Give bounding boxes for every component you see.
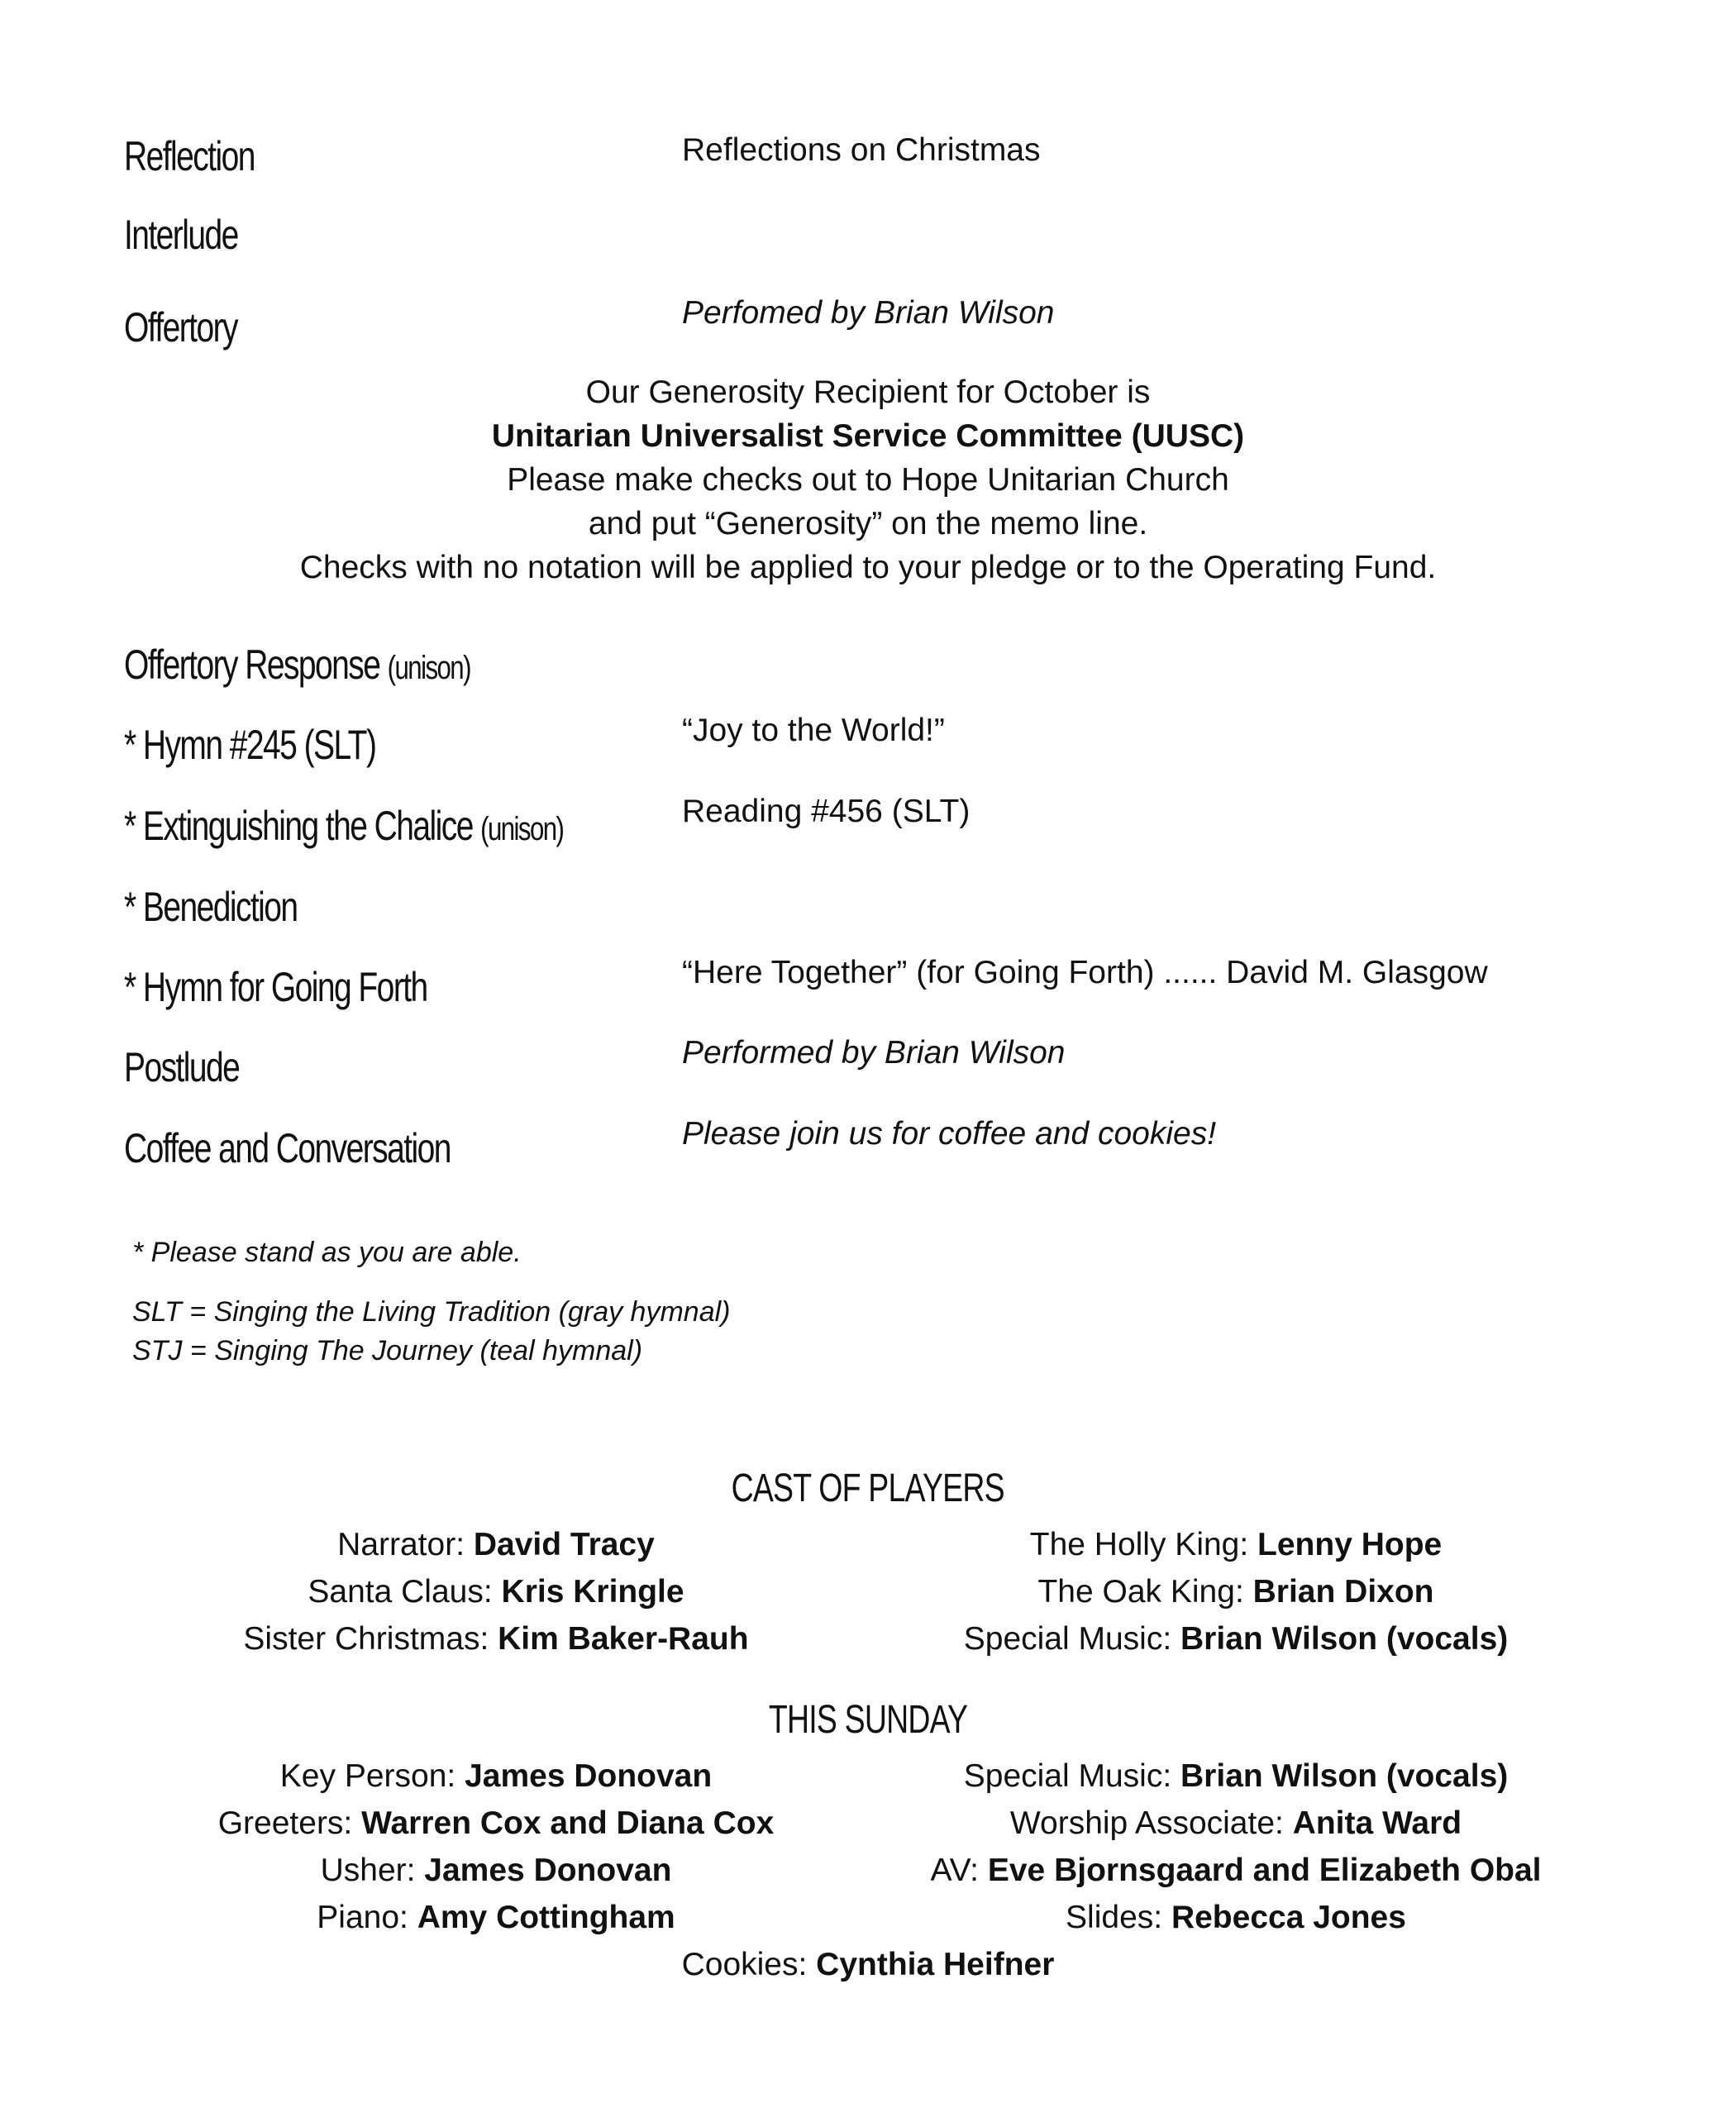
order-item-detail: “Joy to the World!” (682, 713, 945, 748)
order-item-title-text: Interlude (124, 212, 238, 258)
credit-name: Anita Ward (1292, 1805, 1462, 1841)
credit-line (124, 1521, 868, 1568)
order-item-title-text: Postlude (124, 1044, 240, 1090)
order-item-title (124, 211, 238, 259)
generosity-recipient: Unitarian Universalist Service Committee (UUSC) (491, 418, 1245, 454)
footnotes (132, 1233, 730, 1371)
credit-name: Cynthia Heifner (816, 1947, 1055, 1982)
credit-line (864, 1847, 1608, 1894)
credit-name: Brian Dixon (1252, 1574, 1434, 1610)
credit-name: Rebecca Jones (1171, 1900, 1406, 1935)
credit-name: Kris Kringle (501, 1574, 684, 1610)
credit-role: Narrator: (337, 1527, 474, 1562)
credit-name: Amy Cottingham (417, 1900, 675, 1935)
order-item (124, 883, 1612, 957)
order-item-title (124, 802, 563, 850)
order-item-title (124, 883, 298, 931)
cookies-credit (496, 1941, 1240, 1988)
credit-line (864, 1753, 1608, 1800)
credit-line (124, 1568, 868, 1615)
credit-line (124, 1800, 868, 1847)
credit-role: The Oak King: (1037, 1574, 1253, 1610)
credit-role: The Holly King: (1029, 1527, 1258, 1562)
order-item-title-text: * Benediction (124, 884, 298, 930)
order-item-title-text: * Hymn #245 (SLT) (124, 722, 376, 768)
order-item-title-text: Offertory Response (124, 641, 380, 688)
generosity-intro: Our Generosity Recipient for October is (585, 374, 1151, 410)
credit-name: David Tracy (473, 1527, 655, 1562)
order-item-detail: Please join us for coffee and cookies! (682, 1116, 1217, 1152)
generosity-memo: and put “Generosity” on the memo line. (588, 506, 1148, 541)
order-item-title-text: Offertory (124, 304, 237, 351)
order-item (124, 713, 1612, 795)
credit-role: Slides: (1066, 1900, 1171, 1935)
stand-note: * Please stand as you are able. (132, 1237, 522, 1268)
order-item-title (124, 1043, 239, 1091)
credit-line (124, 1847, 868, 1894)
order-item (124, 1035, 1612, 1118)
sunday-title-text: THIS SUNDAY (768, 1698, 968, 1742)
order-item (124, 641, 1612, 715)
credit-role: Cookies: (681, 1947, 817, 1982)
credit-role: Worship Associate: (1009, 1805, 1293, 1841)
credit-role: Santa Claus: (308, 1574, 502, 1610)
credit-name: Warren Cox and Diana Cox (361, 1805, 775, 1841)
credit-line (864, 1568, 1608, 1615)
order-item-title-note: (unison) (387, 650, 470, 686)
credit-name: James Donovan (465, 1758, 713, 1794)
order-item-title-note: (unison) (480, 811, 564, 847)
credit-line (864, 1894, 1608, 1941)
stj-note: STJ = Singing The Journey (teal hymnal) (132, 1335, 643, 1366)
order-item-title-text: * Extinguishing the Chalice (124, 803, 473, 849)
order-item-title-text: Coffee and Conversation (124, 1125, 451, 1171)
cast-title-text: CAST OF PLAYERS (731, 1467, 1005, 1510)
credit-line (864, 1615, 1608, 1662)
credit-line (124, 1894, 868, 1941)
cast-left-column (124, 1521, 868, 1662)
credit-line (124, 1615, 868, 1662)
order-item-title-text: * Hymn for Going Forth (124, 964, 427, 1010)
credit-role: Piano: (317, 1900, 417, 1935)
credit-role: Special Music: (963, 1758, 1181, 1794)
sunday-title (0, 1697, 1736, 1743)
order-item-title (124, 1124, 451, 1172)
order-item-detail: Performed by Brian Wilson (682, 1035, 1066, 1071)
slt-note: SLT = Singing the Living Tradition (gray hymnal) (132, 1296, 731, 1328)
order-item-detail: Reflections on Christmas (682, 132, 1041, 168)
credit-name: Brian Wilson (vocals) (1180, 1758, 1509, 1794)
credit-name: Kim Baker-Rauh (498, 1621, 749, 1657)
credit-name: Lenny Hope (1257, 1527, 1443, 1562)
credit-role: Key Person: (279, 1758, 465, 1794)
order-item (124, 132, 1612, 207)
sunday-left-column (124, 1753, 868, 1941)
generosity-notation: Checks with no notation will be applied to your pledge or to the Operating Fund. (299, 550, 1437, 585)
credit-name: James Donovan (424, 1853, 672, 1888)
order-item (124, 955, 1612, 1037)
generosity-notice (0, 370, 1736, 589)
order-item-detail: “Here Together” (for Going Forth) ...... David M. Glasgow (682, 955, 1488, 990)
order-item-detail: Reading #456 (SLT) (682, 794, 971, 829)
cast-right-column (864, 1521, 1608, 1662)
credit-role: AV: (930, 1853, 988, 1888)
order-item-title-text: Reflection (124, 133, 255, 179)
order-item-title (124, 641, 470, 689)
credit-role: Sister Christmas: (243, 1621, 498, 1657)
credit-name: Eve Bjornsgaard and Elizabeth Obal (987, 1853, 1542, 1888)
cast-title (0, 1466, 1736, 1511)
credit-line (124, 1753, 868, 1800)
order-item-title (124, 963, 427, 1011)
order-item-title (124, 721, 375, 769)
generosity-checks: Please make checks out to Hope Unitarian Church (507, 462, 1229, 498)
credit-role: Usher: (320, 1853, 425, 1888)
credit-role: Greeters: (217, 1805, 362, 1841)
order-item (124, 1116, 1612, 1199)
order-item (124, 211, 1612, 285)
order-item-title (124, 132, 255, 180)
credit-line (864, 1800, 1608, 1847)
order-item-detail: Perfomed by Brian Wilson (682, 295, 1055, 331)
credit-line (864, 1521, 1608, 1568)
sunday-right-column (864, 1753, 1608, 1941)
order-item (124, 295, 1612, 378)
credit-role: Special Music: (963, 1621, 1181, 1657)
order-item (124, 794, 1612, 876)
order-item-title (124, 303, 237, 351)
credit-name: Brian Wilson (vocals) (1180, 1621, 1509, 1657)
credit-line (496, 1941, 1240, 1988)
